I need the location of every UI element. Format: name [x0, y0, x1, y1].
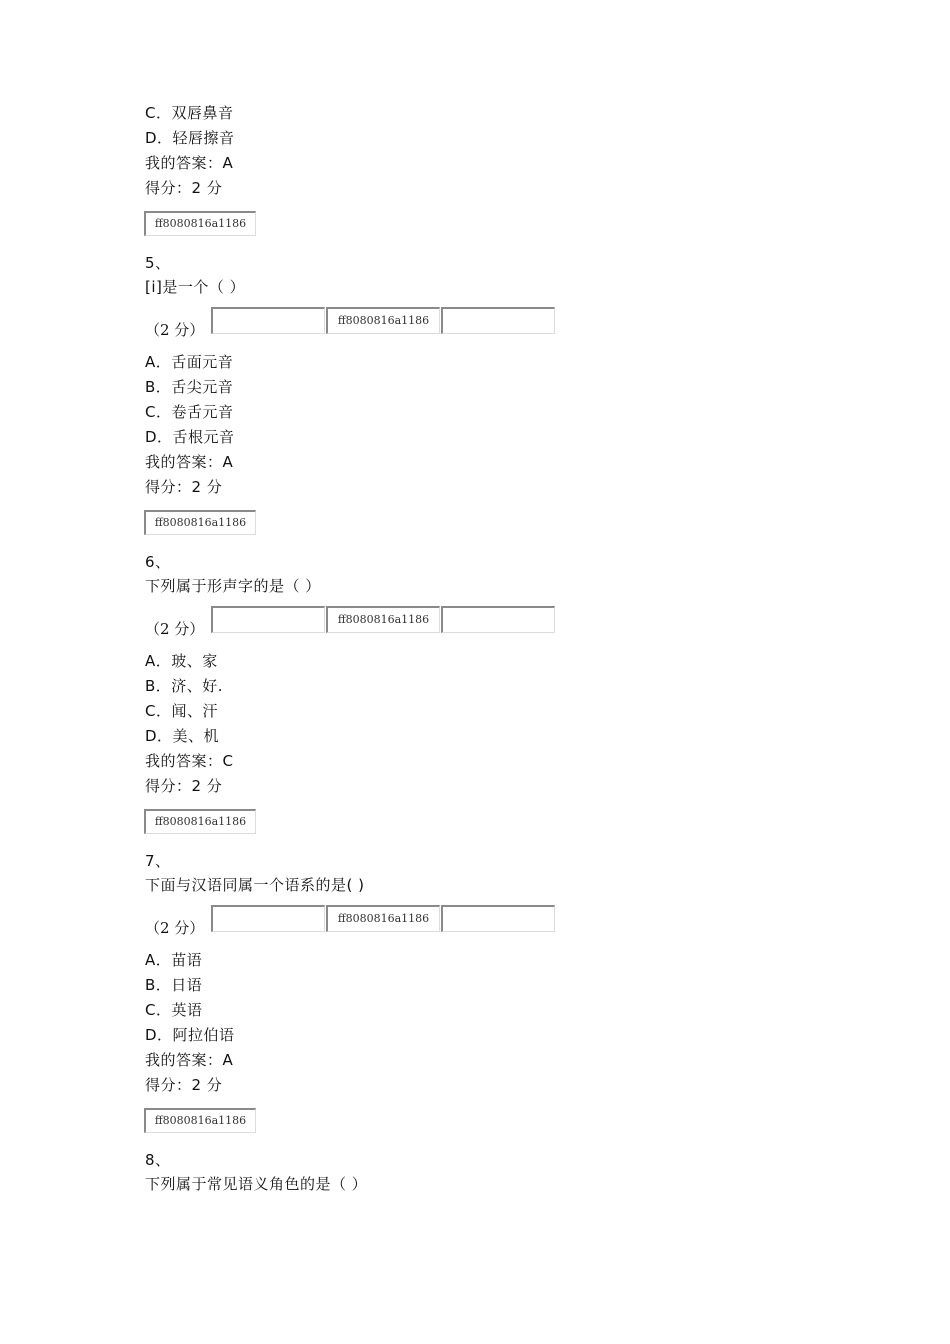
q7-input-box-left[interactable]: [211, 905, 325, 932]
q8-stem: 下列属于常见语义角色的是（ ）: [145, 1175, 368, 1193]
q5-points: （2 分）: [145, 321, 205, 339]
q5-option-a: A．舌面元音: [145, 353, 234, 371]
q4-option-c: C．双唇鼻音: [145, 104, 234, 122]
q4-score: 得分：2 分: [145, 179, 223, 197]
q5-code-box-middle: ff8080816a1186: [326, 307, 440, 334]
q7-score: 得分：2 分: [145, 1076, 223, 1094]
q7-code-box: ff8080816a1186: [144, 1108, 256, 1133]
q5-option-c: C．卷舌元音: [145, 403, 234, 421]
q7-option-a: A．苗语: [145, 951, 203, 969]
q5-score: 得分：2 分: [145, 478, 223, 496]
q6-code-box-middle: ff8080816a1186: [326, 606, 440, 633]
q7-stem: 下面与汉语同属一个语系的是( ): [145, 876, 365, 894]
q6-option-b: B．济、好.: [145, 677, 224, 695]
q6-score: 得分：2 分: [145, 777, 223, 795]
q7-code-box-middle: ff8080816a1186: [326, 905, 440, 932]
q5-input-box-right[interactable]: [441, 307, 555, 334]
q4-my-answer: 我的答案：A: [145, 154, 234, 172]
q7-option-d: D．阿拉伯语: [145, 1026, 235, 1044]
q5-stem: [i]是一个（ ）: [145, 278, 246, 296]
q7-number: 7、: [145, 852, 171, 870]
q7-my-answer: 我的答案：A: [145, 1051, 234, 1069]
q4-option-d: D．轻唇擦音: [145, 129, 235, 147]
q6-option-a: A．玻、家: [145, 652, 218, 670]
q6-input-box-left[interactable]: [211, 606, 325, 633]
q5-option-b: B．舌尖元音: [145, 378, 234, 396]
q5-code-box: ff8080816a1186: [144, 510, 256, 535]
q5-number: 5、: [145, 254, 171, 272]
q6-input-box-right[interactable]: [441, 606, 555, 633]
q5-option-d: D．舌根元音: [145, 428, 235, 446]
q7-option-b: B．日语: [145, 976, 203, 994]
q8-number: 8、: [145, 1151, 171, 1169]
q6-number: 6、: [145, 553, 171, 571]
q4-code-box: ff8080816a1186: [144, 211, 256, 236]
q7-points: （2 分）: [145, 919, 205, 937]
q6-option-d: D．美、机: [145, 727, 220, 745]
q6-points: （2 分）: [145, 620, 205, 638]
q5-input-box-left[interactable]: [211, 307, 325, 334]
q5-my-answer: 我的答案：A: [145, 453, 234, 471]
q7-option-c: C．英语: [145, 1001, 203, 1019]
q6-option-c: C．闻、汗: [145, 702, 218, 720]
q6-my-answer: 我的答案：C: [145, 752, 234, 770]
q6-stem: 下列属于形声字的是（ ）: [145, 577, 321, 595]
q7-input-box-right[interactable]: [441, 905, 555, 932]
q6-code-box: ff8080816a1186: [144, 809, 256, 834]
